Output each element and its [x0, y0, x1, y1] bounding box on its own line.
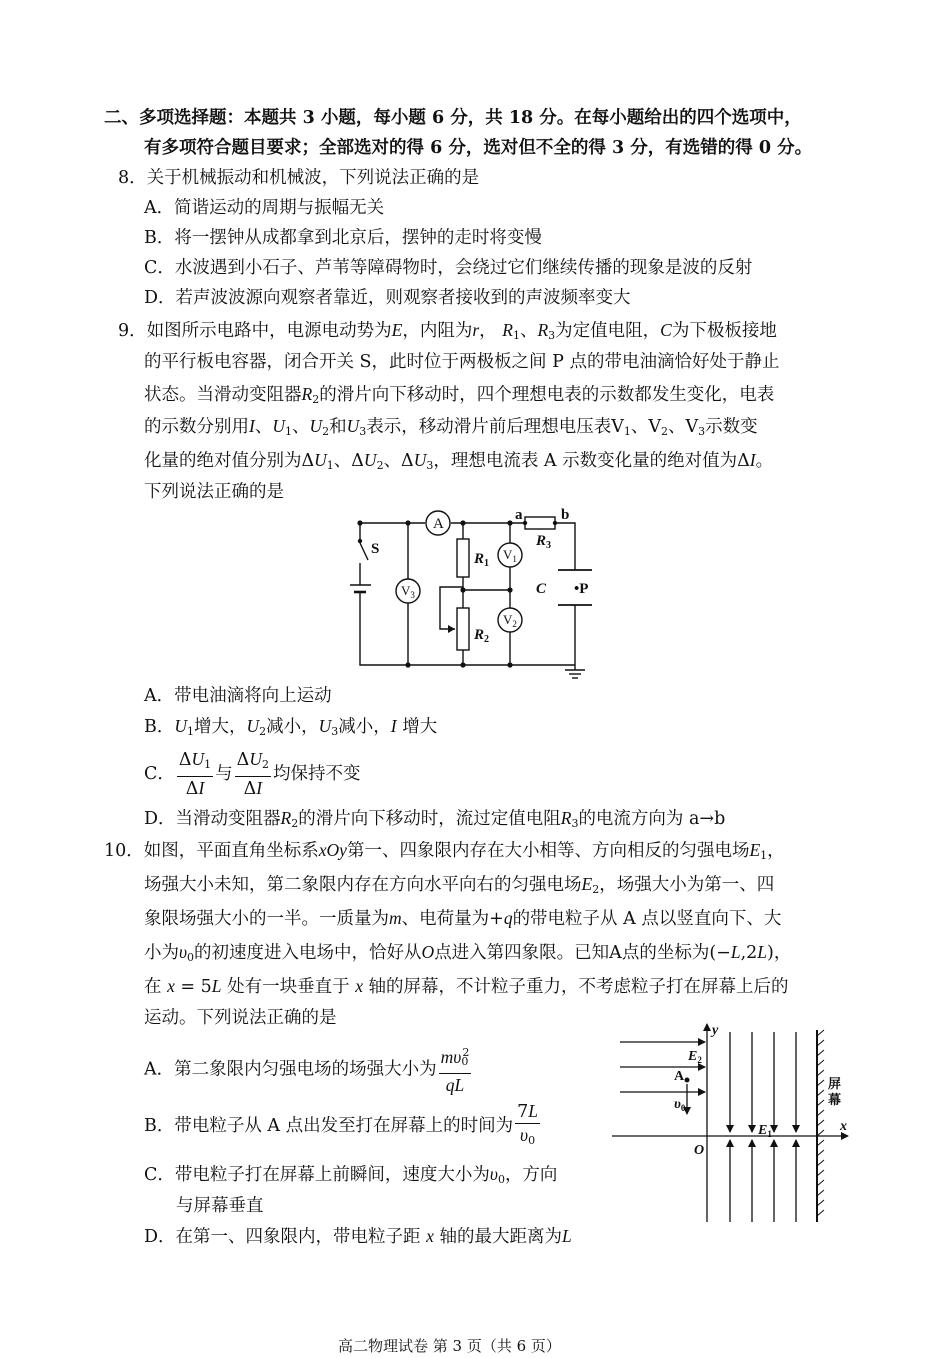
q8-stem: 8．关于机械振动和机械波，下列说法正确的是	[118, 168, 480, 188]
q8-option-d: D．若声波波源向观察者靠近，则观察者接收到的声波频率变大	[144, 288, 631, 308]
q10-option-c-line-1: C．带电粒子打在屏幕上前瞬间，速度大小为$\upsilon_0$，方向	[144, 1164, 558, 1186]
node-a-label: a	[515, 507, 523, 523]
circuit-diagram	[350, 505, 600, 681]
section-title: 二、多项选择题：本题共 3 小题，每小题 6 分，共 18 分。在每小题给出的四个选项中，	[104, 108, 802, 128]
voltmeter-v3-label: $V_3$	[401, 583, 415, 600]
q9-option-b: B．$U_1$增大，$U_2$减小，$U_3$减小，I 增大	[144, 716, 438, 738]
capacitor-label: C	[536, 581, 547, 597]
q9-option-a: A．带电油滴将向上运动	[144, 686, 332, 706]
q10-option-b: B．带电粒子从 A 点出发至打在屏幕上的时间为 $\frac{7L}{\upsilon_0}$	[144, 1101, 538, 1147]
q10-line-2: 场强大小未知，第二象限内存在方向水平向右的匀强电场$E_2$，场强大小为第一、四	[144, 874, 775, 896]
q8-option-b: B．将一摆钟从成都拿到北京后，摆钟的走时将变慢	[144, 228, 542, 248]
q9-line-3: 状态。当滑动变阻器$R_2$的滑片向下移动时，四个理想电表的示数都发生变化，电表	[144, 384, 775, 406]
q10-line-6: 运动。下列说法正确的是	[144, 1008, 337, 1028]
section-instructions: 有多项符合题目要求；全部选对的得 6 分，选对但不全的得 3 分，有选错的得 0 分。	[144, 138, 813, 158]
field-diagram	[612, 1022, 852, 1227]
x-axis-label: x	[840, 1119, 847, 1134]
q10-line-5: 在 x = 5L 处有一块垂直于 x 轴的屏幕，不计粒子重力，不考虑粒子打在屏幕上后的	[144, 976, 789, 997]
page-footer: 高二物理试卷 第 3 页（共 6 页）	[338, 1337, 561, 1355]
y-axis-label: y	[712, 1023, 719, 1038]
q9-line-4: 的示数分别用I、$U_1$、$U_2$和$U_3$表示，移动滑片前后理想电压表$V_1$、$V_2$、$V_3$示数变	[144, 416, 758, 438]
r3-label: $R_3$	[536, 533, 552, 551]
switch-label: S	[371, 541, 380, 557]
q9-line-5: 化量的绝对值分别为$\Delta U_1$、$\Delta U_2$、$\Delta U_3$，理想电流表 A 示数变化量的绝对值为ΔI。	[144, 450, 774, 472]
screen-label-1: 屏	[828, 1076, 842, 1091]
q8-option-a: A．简谐运动的周期与振幅无关	[144, 198, 385, 218]
e2-label: $E_2$	[688, 1049, 702, 1065]
voltmeter-v1-label: $V_1$	[503, 547, 517, 564]
q9-line-6: 下列说法正确的是	[144, 482, 284, 502]
e1-label: $E_1$	[758, 1123, 772, 1139]
v0-label: $\upsilon_0$	[674, 1097, 686, 1113]
voltmeter-v2-label: $V_2$	[503, 612, 517, 629]
node-b-label: b	[561, 507, 570, 523]
point-a-label: A	[674, 1069, 685, 1084]
origin-label: O	[694, 1143, 705, 1158]
q10-option-d: D．在第一、四象限内，带电粒子距 x 轴的最大距离为L	[144, 1226, 572, 1247]
r2-label: $R_2$	[474, 627, 490, 645]
screen-label-2: 幕	[828, 1092, 842, 1107]
q9-option-d: D．当滑动变阻器$R_2$的滑片向下移动时，流过定值电阻$R_3$的电流方向为 a→b	[144, 808, 726, 830]
q10-line-1: 10．如图，平面直角坐标系xOy第一、四象限内存在大小相等、方向相反的匀强电场$E_1$，	[104, 840, 785, 862]
ammeter-label: A	[433, 516, 444, 532]
q8-option-c: C．水波遇到小石子、芦苇等障碍物时，会绕过它们继续传播的现象是波的反射	[144, 258, 753, 278]
q10-line-3: 象限场强大小的一半。一质量为m、电荷量为+q的带电粒子从 A 点以竖直向下、大	[144, 908, 782, 929]
q10-option-c-line-2: 与屏幕垂直	[176, 1196, 264, 1216]
q9-line-2: 的平行板电容器，闭合开关 S，此时位于两极板之间 P 点的带电油滴恰好处于静止	[144, 352, 780, 372]
q10-option-a: A．第二象限内匀强电场的场强大小为 $\frac{m\upsilon_0^2}{qL}$	[144, 1042, 473, 1097]
q9-line-1: 9．如图所示电路中，电源电动势为E，内阻为r， $R_1$、$R_3$为定值电阻，C为下极板接地	[118, 320, 777, 342]
r1-label: $R_1$	[474, 551, 490, 569]
q10-line-4: 小为$\upsilon_0$的初速度进入电场中，恰好从O点进入第四象限。已知A点的坐标为(−L,2L)，	[144, 942, 792, 964]
q9-option-c: C． $\frac{\Delta U_1}{\Delta I}$ 与 $\frac{\Delta U_2}{\Delta I}$ 均保持不变	[144, 749, 361, 799]
point-p-label: •P	[574, 581, 589, 597]
